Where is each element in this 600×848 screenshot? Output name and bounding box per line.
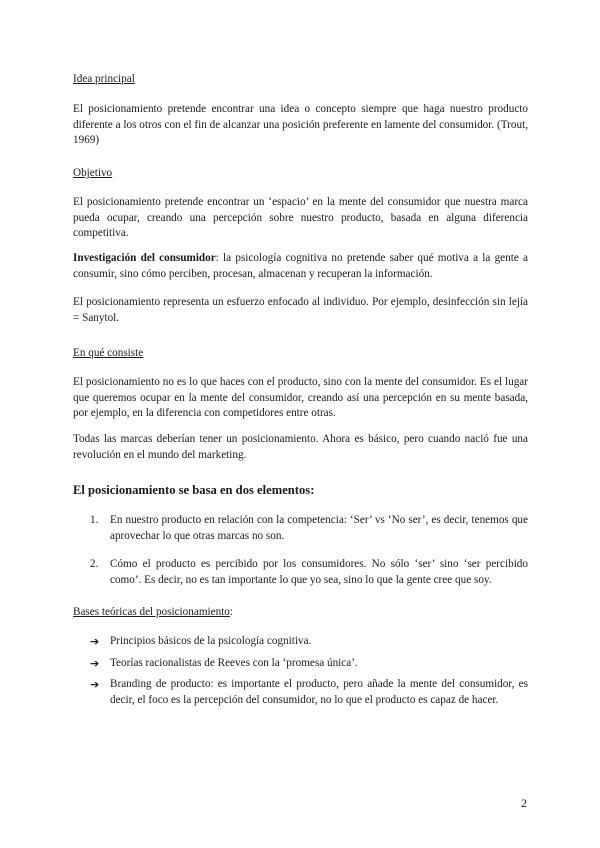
list-item-text: Cómo el producto es percibido por los consumidores. No sólo ‘ser’ sino ‘ser percibido como’. Es decir, no es tan importante lo que yo sea, sino lo que la gente cree que soy. — [110, 558, 528, 586]
list-number: 1. — [90, 514, 99, 526]
paragraph-idea-principal: El posicionamiento pretende encontrar una idea o concepto siempre que haga nuestro producto diferente a los otros con el fin de alcanzar una posición preferente en lamente del consumidor. (Trout, 1969) — [73, 103, 528, 146]
heading-dos-elementos: El posicionamiento se basa en dos elementos: — [73, 483, 315, 497]
list-number: 2. — [90, 558, 99, 570]
list-item-text: En nuestro producto en relación con la competencia: ‘Ser’ vs ‘No ser’, es decir, tenemos que aprovechar lo que otras marcas no son. — [110, 514, 528, 542]
arrow-list — [90, 634, 528, 708]
heading-en-que-consiste: En qué consiste — [73, 347, 144, 359]
list-item-text: Principios básicos de la psicología cognitiva. — [110, 635, 312, 647]
list-item — [90, 513, 528, 544]
bases-heading-colon: : — [229, 606, 234, 618]
list-item — [90, 634, 528, 650]
paragraph-consiste: El posicionamiento no es lo que haces con el producto, sino con la mente del consumidor. Es el lugar que queremos ocupar en la mente del consumidor, creando así una percepción en su mente basada, por ejemplo, en la diferencia con competidores entre otras. — [73, 376, 528, 419]
heading-idea-principal: Idea principal — [73, 73, 135, 85]
list-item-text: Teorías racionalistas de Reeves con la ‘promesa única’. — [110, 656, 358, 669]
paragraph-investigacion-consumidor — [73, 251, 528, 282]
numbered-list — [90, 513, 528, 588]
heading-bases-teoricas — [73, 605, 528, 621]
arrow-right-icon: ➔ — [90, 656, 100, 670]
list-item — [90, 557, 528, 588]
heading-objetivo: Objetivo — [73, 167, 113, 179]
investigacion-term: Investigación del consumidor — [73, 252, 216, 264]
paragraph-esfuerzo-individuo: El posicionamiento representa un esfuerzo enfocado al individuo. Por ejemplo, desinfección sin lejía = Sanytol. — [73, 296, 528, 324]
paragraph-todas-las-marcas: Todas las marcas deberían tener un posicionamiento. Ahora es básico, pero cuando nació fue una revolución en el mundo del marketing. — [73, 433, 528, 461]
arrow-right-icon: ➔ — [90, 635, 100, 648]
paragraph-objetivo: El posicionamiento pretende encontrar un ‘espacio’ en la mente del consumidor que nuestra marca pueda ocupar, creando una percepción sobre nuestro producto, basada en alguna diferencia competitiva. — [73, 196, 528, 239]
investigacion-text: : la psicología cognitiva no pretende saber qué motiva a la gente a consumir, sino cómo perciben, procesan, almacenan y recuperan la información. — [73, 252, 528, 280]
arrow-right-icon: ➔ — [90, 678, 100, 691]
page-number: 2 — [521, 796, 527, 810]
list-item — [90, 656, 528, 672]
bases-heading-text: Bases teóricas del posicionamiento — [73, 606, 230, 618]
list-item — [90, 677, 528, 708]
list-item-text: Branding de producto: es importante el producto, pero añade la mente del consumidor, es decir, el foco es la percepción del consumidor, no lo que el producto es capaz de hacer. — [110, 678, 528, 706]
